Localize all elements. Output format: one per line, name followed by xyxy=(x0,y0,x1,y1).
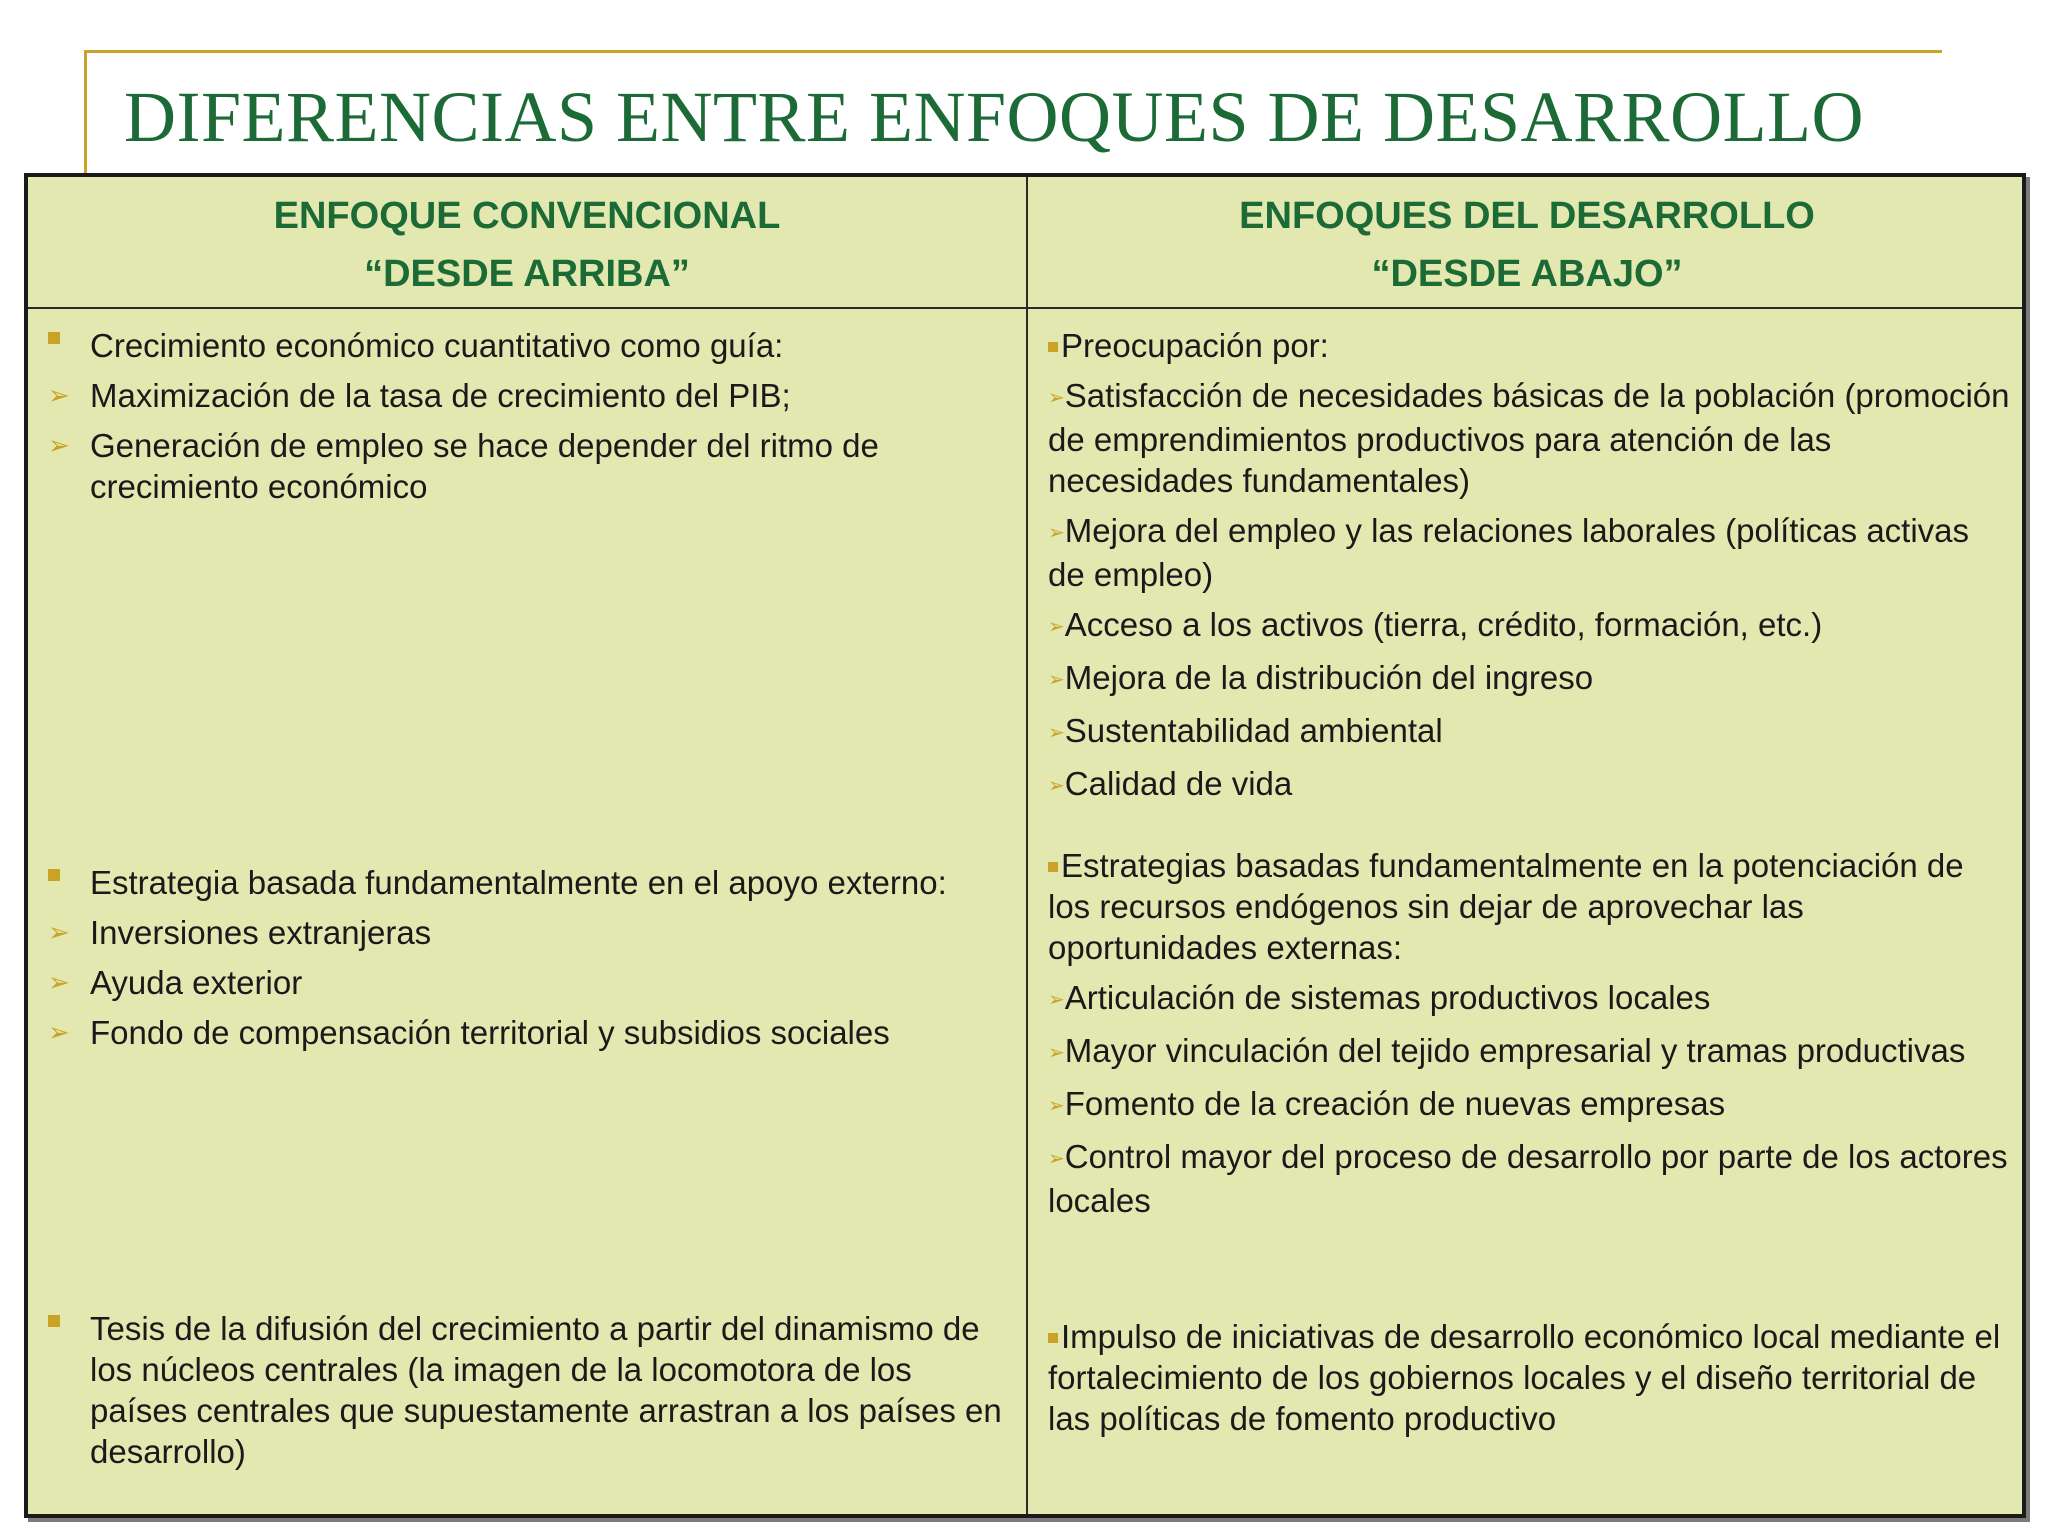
list-item: ➢ Fondo de compensación territorial y subsidios sociales xyxy=(48,1014,890,1051)
list-item: Estrategia basada fundamentalmente en el apoyo externo: xyxy=(28,862,1026,903)
arrow-bullet-icon: ➢ xyxy=(1048,722,1065,744)
arrow-bullet-icon: ➢ xyxy=(1048,1042,1065,1064)
square-bullet-icon xyxy=(1048,327,1061,364)
list-item: ➢Sustentabilidad ambiental xyxy=(1048,712,1443,749)
header-conventional-line2: “DESDE ARRIBA” xyxy=(364,253,690,295)
square-bullet-icon xyxy=(48,325,60,366)
group-local-initiatives xyxy=(1028,1316,2026,1448)
list-item: Estrategias basadas fundamentalmente en la potenciación de los recursos endógenos sin dejar de aprovechar las oportunidades externas: xyxy=(1048,847,1964,966)
slide-title: DIFERENCIAS ENTRE ENFOQUES DE DESARROLLO xyxy=(124,77,1865,157)
list-item: ➢Fomento de la creación de nuevas empresas xyxy=(1048,1085,1726,1122)
list-item: Impulso de iniciativas de desarrollo económico local mediante el fortalecimiento de los gobiernos locales y el diseño territorial de las políticas de fomento productivo xyxy=(1048,1318,2001,1437)
list-item: ➢Mejora del empleo y las relaciones laborales (políticas activas de empleo) xyxy=(1048,512,1970,593)
arrow-bullet-icon: ➢ xyxy=(48,967,70,997)
arrow-bullet-icon: ➢ xyxy=(1048,522,1065,544)
square-bullet-icon xyxy=(1048,1318,1061,1355)
group-endogenous-strategies xyxy=(1028,845,2026,1230)
arrow-bullet-icon: ➢ xyxy=(1048,669,1065,691)
list-item: ➢Calidad de vida xyxy=(1048,765,1293,802)
square-bullet-icon xyxy=(48,1308,60,1349)
list-item: ➢ Inversiones extranjeras xyxy=(48,914,432,951)
group-external-support xyxy=(28,862,1026,1062)
arrow-bullet-icon: ➢ xyxy=(1048,989,1065,1011)
comparison-table xyxy=(24,173,2026,1518)
list-item: ➢Articulación de sistemas productivos locales xyxy=(1048,979,1711,1016)
arrow-bullet-icon: ➢ xyxy=(48,1017,70,1047)
list-item: ➢Control mayor del proceso de desarrollo por parte de los actores locales xyxy=(1048,1138,2008,1219)
title-side-rule xyxy=(84,50,87,174)
list-item: Tesis de la difusión del crecimiento a partir del dinamismo de los núcleos centrales (la imagen de la locomotora de los países centrales que supuestamente arrastran a los países en desarrollo) xyxy=(28,1308,1026,1472)
list-item: ➢Satisfacción de necesidades básicas de la población (promoción de emprendimientos productivos para atención de las necesidades fundamentales) xyxy=(1048,377,2010,499)
header-conventional-line1: ENFOQUE CONVENCIONAL xyxy=(273,195,781,237)
arrow-bullet-icon: ➢ xyxy=(1048,1095,1065,1117)
header-bottom-up-line1: ENFOQUES DEL DESARROLLO xyxy=(1239,195,1815,237)
column-conventional xyxy=(28,309,1026,1514)
list-item: ➢Acceso a los activos (tierra, crédito, formación, etc.) xyxy=(1048,606,1823,643)
square-bullet-icon xyxy=(1048,847,1061,884)
title-top-rule xyxy=(84,50,1942,53)
arrow-bullet-icon: ➢ xyxy=(1048,1148,1065,1170)
list-item: ➢Mejora de la distribución del ingreso xyxy=(1048,659,1594,696)
list-item: ➢ Ayuda exterior xyxy=(48,964,303,1001)
list-item: Crecimiento económico cuantitativo como guía: xyxy=(28,325,1026,366)
arrow-bullet-icon: ➢ xyxy=(48,430,70,460)
arrow-bullet-icon: ➢ xyxy=(48,917,70,947)
arrow-bullet-icon: ➢ xyxy=(1048,775,1065,797)
arrow-bullet-icon: ➢ xyxy=(48,380,70,410)
list-item: ➢Mayor vinculación del tejido empresarial y tramas productivas xyxy=(1048,1032,1966,1069)
square-bullet-icon xyxy=(48,862,60,903)
list-item: ➢ Generación de empleo se hace depender del ritmo de crecimiento económico xyxy=(48,427,879,505)
group-concerns xyxy=(1028,325,2026,816)
arrow-bullet-icon: ➢ xyxy=(1048,616,1065,638)
header-bottom-up-line2: “DESDE ABAJO” xyxy=(1371,253,1683,295)
arrow-bullet-icon: ➢ xyxy=(1048,387,1065,409)
group-diffusion-thesis xyxy=(28,1308,1026,1481)
column-bottom-up xyxy=(1028,309,2026,1514)
list-item: ➢ Maximización de la tasa de crecimiento del PIB; xyxy=(48,377,791,414)
header-conventional xyxy=(28,187,1026,305)
group-growth xyxy=(28,325,1026,516)
list-item: Preocupación por: xyxy=(1028,325,2026,366)
header-bottom-up xyxy=(1028,187,2026,305)
